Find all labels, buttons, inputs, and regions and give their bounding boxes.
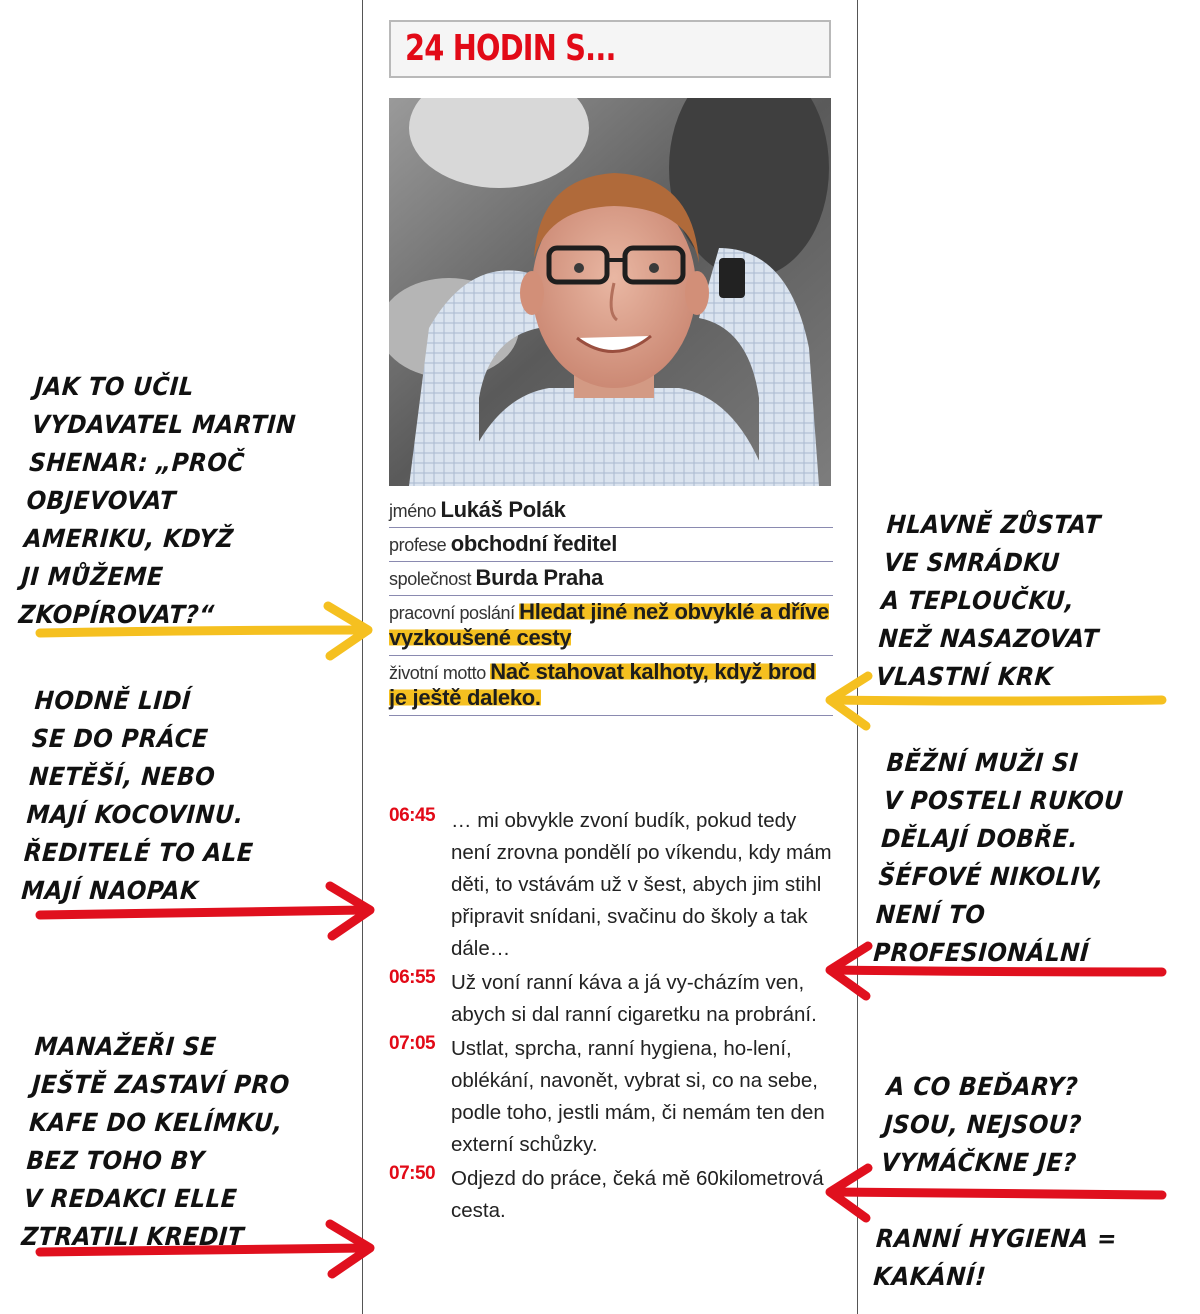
page-title: 24 HODIN S... — [405, 28, 616, 69]
left-note-3: MANAŽEŘI SE JEŠTĚ ZASTAVÍ PRO KAFE DO KELÍMKU, BEZ TOHO BY V REDAKCI ELLE ZTRATILI KREDIT — [20, 1032, 291, 1251]
profile-label: životní motto — [389, 663, 486, 683]
profile-value-highlighted: Hledat jiné než obvyklé a dříve vyzkoušené cesty — [389, 599, 829, 650]
profile-value-highlighted: Nač stahovat kalhoty, když brod je ještě daleko. — [389, 659, 816, 710]
profile-label: jméno — [389, 501, 437, 521]
profile-value: obchodní ředitel — [450, 531, 618, 556]
timeline-entry — [389, 1033, 839, 1161]
profile-row-name — [389, 494, 833, 528]
timeline — [389, 805, 839, 1229]
left-note-1: JAK TO UČIL VYDAVATEL MARTIN SHENAR: „PROČ OBJEVOVAT AMERIKU, KDYŽ JI MŮŽEME ZKOPÍROVAT?“ — [17, 372, 297, 629]
left-note-2: HODNĚ LIDÍ SE DO PRÁCE NETĚŠÍ, NEBO MAJÍ KOCOVINU. ŘEDITELÉ TO ALE MAJÍ NAOPAK — [20, 686, 255, 905]
profile-row-company — [389, 562, 833, 596]
timeline-time: 06:55 — [389, 967, 436, 988]
timeline-text: … mi obvykle zvoní budík, pokud tedy není zrovna pondělí po víkendu, kdy mám děti, to vstávám už v šest, abych jim stihl připravit snídani, svačinu do školy a tak dále… — [451, 809, 832, 960]
right-note-2: BĚŽNÍ MUŽI SI V POSTELI RUKOU DĚLAJÍ DOBŘE. ŠÉFOVÉ NIKOLIV, NENÍ TO PROFESIONÁLNÍ — [872, 748, 1125, 967]
timeline-entry — [389, 1163, 839, 1227]
right-note-3: A CO BEĎARY? JSOU, NEJSOU? VYMÁČKNE JE? RANNÍ HYGIENA = KAKÁNÍ! — [872, 1072, 1118, 1291]
profile-label: společnost — [389, 569, 472, 589]
right-note-1: HLAVNĚ ZŮSTAT VE SMRÁDKU A TEPLOUČKU, NEŽ NASAZOVAT VLASTNÍ KRK — [875, 510, 1102, 691]
timeline-time: 07:50 — [389, 1163, 436, 1184]
portrait-photo — [389, 98, 831, 486]
portrait-illustration — [389, 98, 831, 486]
profile-value: Lukáš Polák — [440, 497, 566, 522]
timeline-time: 07:05 — [389, 1033, 436, 1054]
timeline-text: Ustlat, sprcha, ranní hygiena, ho-lení, oblékání, navonět, vybrat si, co na sebe, podle toho, jestli mám, či nemám ten den externí schůzky. — [451, 1037, 825, 1156]
timeline-entry — [389, 967, 839, 1031]
header-box — [389, 20, 831, 78]
profile-table — [389, 494, 833, 716]
profile-row-profession — [389, 528, 833, 562]
timeline-text: Už voní ranní káva a já vy-cházím ven, abych si dal ranní cigaretku na probrání. — [451, 971, 817, 1026]
profile-label: pracovní poslání — [389, 603, 515, 623]
profile-label: profese — [389, 535, 447, 555]
profile-row-mission — [389, 596, 833, 656]
timeline-entry — [389, 805, 839, 965]
timeline-text: Odjezd do práce, čeká mě 60kilometrová cesta. — [451, 1167, 824, 1222]
timeline-time: 06:45 — [389, 805, 436, 826]
profile-value: Burda Praha — [475, 565, 604, 590]
profile-row-motto — [389, 656, 833, 716]
